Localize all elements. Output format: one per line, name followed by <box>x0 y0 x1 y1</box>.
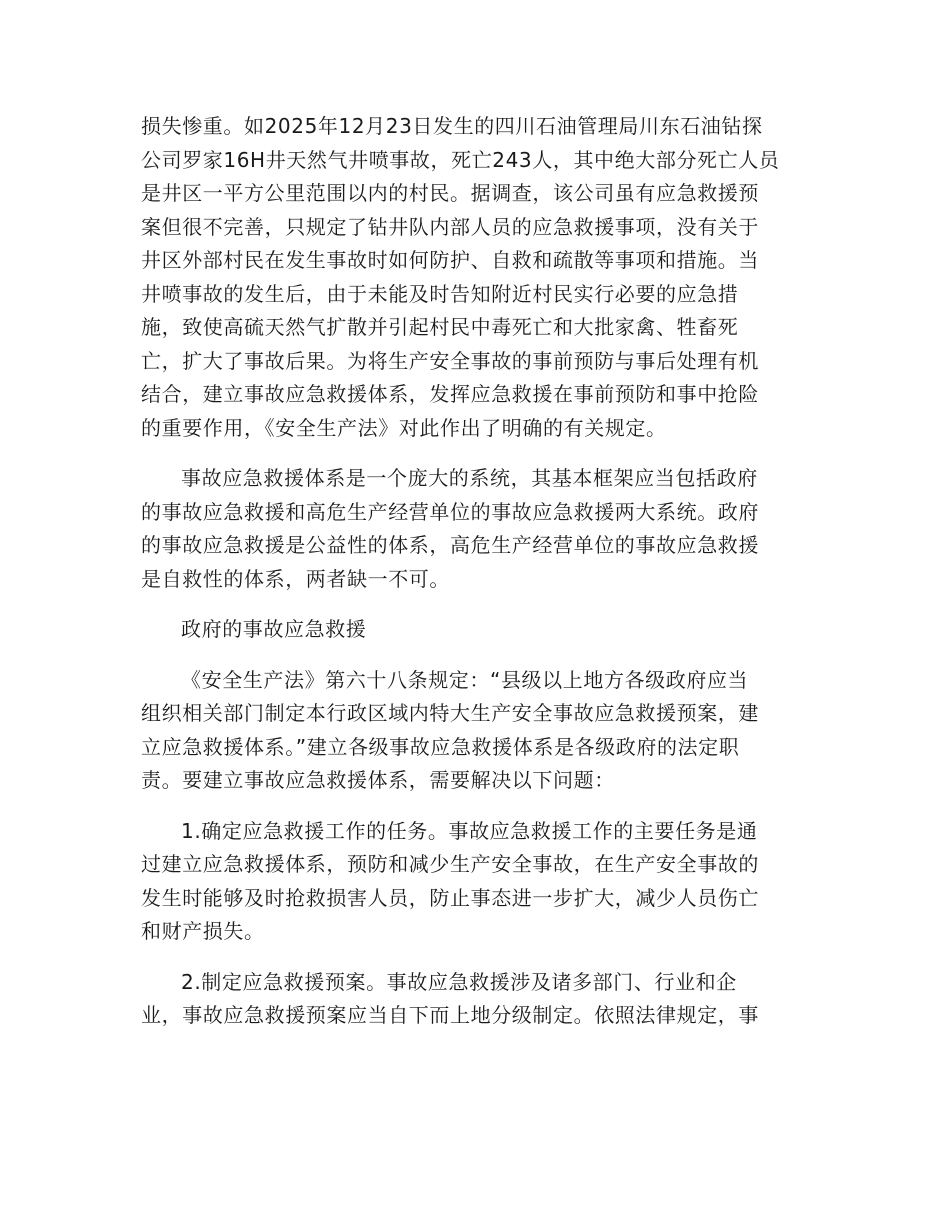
text-line: 是井区一平方公里范围以内的村民。据调查，该公司虽有应急救援预 <box>141 181 759 205</box>
paragraph <box>141 664 809 798</box>
text-line: 组织相关部门制定本行政区域内特大生产安全事故应急救援预案，建 <box>141 701 759 725</box>
text-line: 业，事故应急救援预案应当自下而上地分级制定。依照法律规定，事 <box>141 1003 759 1027</box>
text-line: 的事故应急救援是公益性的体系，高危生产经营单位的事故应急救援 <box>141 533 759 557</box>
text-line: 的事故应急救援和高危生产经营单位的事故应急救援两大系统。政府 <box>141 499 759 524</box>
text-line: 过建立应急救援体系，预防和减少生产安全事故，在生产安全事故的 <box>141 852 759 876</box>
text-line: 责。要建立事故应急救援体系，需要解决以下问题： <box>141 768 615 792</box>
text-line: 施，致使高硫天然气扩散并引起村民中毒死亡和大批家禽、牲畜死 <box>141 315 739 339</box>
text-line: 2.制定应急救援预案。事故应急救援涉及诸多部门、行业和企 <box>181 969 737 994</box>
paragraph <box>141 110 809 445</box>
text-line: 井喷事故的发生后，由于未能及时告知附近村民实行必要的应急措 <box>141 281 739 306</box>
text-line: 公司罗家16H井天然气井喷事故，死亡243人，其中绝大部分死亡人员 <box>141 147 780 172</box>
paragraph <box>141 966 809 1033</box>
text-line: 结合，建立事故应急救援体系，发挥应急救援在事前预防和事中抢险 <box>141 382 759 406</box>
text-line: 亡，扩大了事故后果。为将生产安全事故的事前预防与事后处理有机 <box>141 348 759 373</box>
text-line: 事故应急救援体系是一个庞大的系统，其基本框架应当包括政府 <box>181 466 758 490</box>
text-line: 案但很不完善，只规定了钻井队内部人员的应急救援事项，没有关于 <box>141 214 759 239</box>
text-line: 损失惨重。如2025年12月23日发生的四川石油管理局川东石油钻探 <box>141 114 763 138</box>
text-line: 1.确定应急救援工作的任务。事故应急救援工作的主要任务是通 <box>181 818 758 843</box>
text-line: 和财产损失。 <box>141 919 265 943</box>
text-line: 是自救性的体系，两者缺一不可。 <box>141 566 450 591</box>
text-line: 立应急救援体系。”建立各级事故应急救援体系是各级政府的法定职 <box>141 734 740 759</box>
paragraph <box>141 815 809 949</box>
paragraph <box>141 462 809 596</box>
text-line: 发生时能够及时抢救损害人员，防止事态进一步扩大，减少人员伤亡 <box>141 885 759 910</box>
document-body <box>141 110 809 1050</box>
text-line: 政府的事故应急救援 <box>181 617 367 641</box>
text-line: 的重要作用，《安全生产法》对此作出了明确的有关规定。 <box>141 415 667 440</box>
text-line: 井区外部村民在发生事故时如何防护、自救和疏散等事项和措施。当 <box>141 248 759 272</box>
paragraph <box>141 613 809 647</box>
text-line: 《安全生产法》第六十八条规定：“县级以上地方各级政府应当 <box>181 667 749 692</box>
